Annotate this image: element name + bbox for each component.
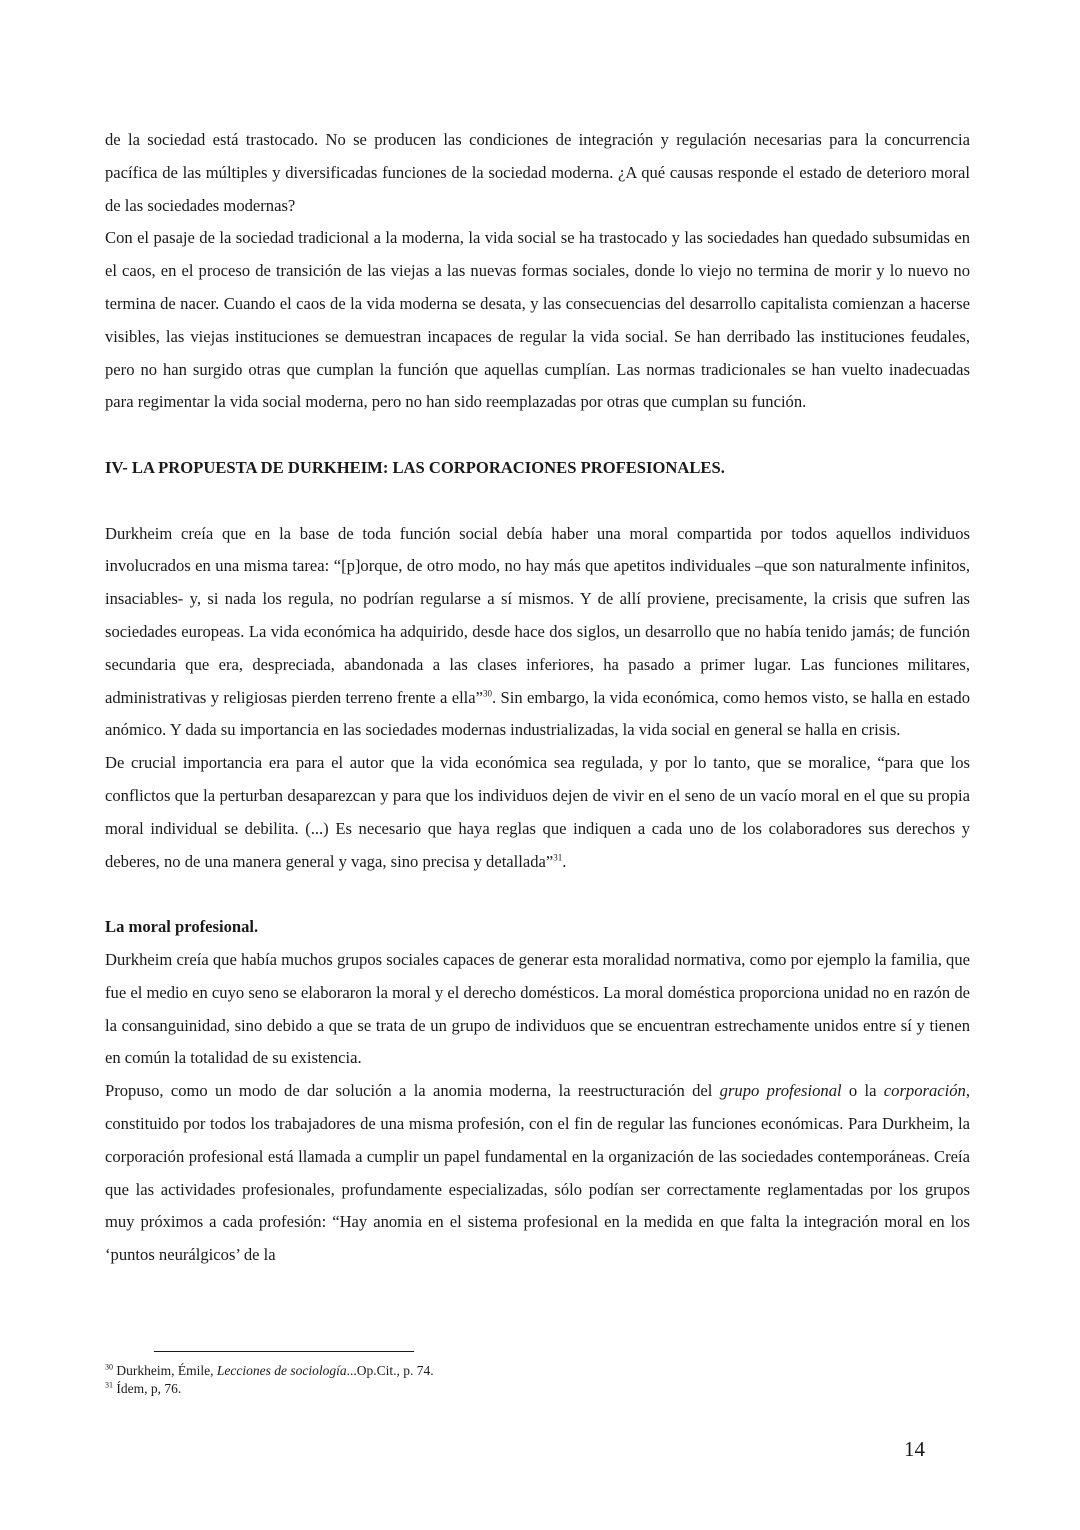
paragraph-6 — [105, 1075, 970, 1272]
emphasis-grupo-profesional: grupo profesional — [719, 1081, 842, 1101]
paragraph-3 — [105, 518, 970, 748]
paragraph-3-tail: . Sin embargo, la vida económica, como hemos visto, se halla en estado anómico. Y dada su importancia en las sociedades modernas industrializadas, la vida social en general se halla en crisis. — [105, 687, 970, 740]
paragraph-5: Durkheim creía que había muchos grupos sociales capaces de generar esta moralidad normativa, como por ejemplo la familia, que fue el medio en cuyo seno se elaboraron la moral y el derecho domésticos. La moral doméstica proporciona unidad no en razón de la consanguinidad, sino debido a que se trata de un grupo de individuos que se encuentran estrechamente unidos entre sí y tienen en común la totalidad de su existencia. — [105, 949, 970, 1068]
paragraph-6-part-a: Propuso, como un modo de dar solución a la anomia moderna, la reestructuración del — [105, 1081, 720, 1101]
footnote-31-text: Ídem, p, 76. — [113, 1380, 182, 1396]
footnote-30-tail: ...Op.Cit., p. 74. — [346, 1363, 434, 1378]
paragraph-4 — [105, 747, 970, 878]
footnote-ref-30: 30 — [483, 688, 493, 699]
page-number: 14 — [904, 1437, 925, 1461]
footnote-ref-31: 31 — [553, 852, 563, 862]
paragraph-2: Con el pasaje de la sociedad tradicional a la moderna, la vida social se ha trastocado y las sociedades han quedado subsumidas en el caos, en el proceso de transición de las viejas a las nuevas formas sociales, donde lo viejo no termina de morir y lo nuevo no termina de nacer. Cuando el caos de la vida moderna se desata, y las consecuencias del desarrollo capitalista comienzan a hacerse visibles, las viejas instituciones se demuestran incapaces de regular la vida social. Se han derribado las instituciones feudales, pero no han surgido otras que cumplan la función que aquellas cumplían. Las normas tradicionales se han vuelto inadecuadas para regimentar la vida social moderna, pero no han sido reemplazadas por otras que cumplan su función. — [105, 228, 970, 412]
footnote-31 — [105, 1380, 434, 1398]
paragraph-6-part-b: o la — [841, 1081, 884, 1101]
paragraph-6-part-c: , constituido por todos los trabajadores de una misma profesión, con el fin de regular las funciones económicas. Para Durkheim, la corporación profesional está llamada a cumplir un papel fundamental en la organización de las sociedades contemporáneas. Creía que las actividades profesionales, profundamente especializadas, sólo podían ser correctamente reglamentadas por los grupos muy próximos a cada profesión: “Hay anomia en el sistema profesional en la medida en que falta la integración moral en los ‘puntos neurálgicos’ de la — [105, 1081, 970, 1265]
page-body — [105, 124, 970, 1272]
subheading: La moral profesional. — [105, 917, 259, 937]
emphasis-corporacion: corporación — [883, 1081, 966, 1101]
footnote-30 — [105, 1362, 434, 1380]
section-heading: IV- LA PROPUESTA DE DURKHEIM: LAS CORPORACIONES PROFESIONALES. — [105, 457, 725, 477]
spacer — [105, 485, 970, 518]
paragraph-1: de la sociedad está trastocado. No se producen las condiciones de integración y regulación necesarias para la concurrencia pacífica de las múltiples y diversificadas funciones de la sociedad moderna. ¿A qué causas responde el estado de deterioro moral de las sociedades modernas? — [105, 130, 970, 215]
spacer — [105, 419, 970, 452]
footnote-31-number: 31 — [105, 1380, 113, 1389]
footnote-30-title: Lecciones de sociología — [216, 1363, 347, 1378]
footnote-30-text: Durkheim, Émile, — [113, 1363, 217, 1378]
footnote-30-number: 30 — [105, 1362, 113, 1372]
paragraph-4-tail: . — [562, 851, 567, 871]
footnotes — [105, 1362, 434, 1397]
paragraph-3-text: Durkheim creía que en la base de toda función social debía haber una moral compartida por todos aquellos individuos involucrados en una misma tarea: “[p]orque, de otro modo, no hay más que apetitos individuales –que son naturalmente infinitos, insaciables- y, si nada los regula, no podrían regularse a sí mismos. Y de allí proviene, precisamente, la crisis que sufren las sociedades europeas. La vida económica ha adquirido, desde hace dos siglos, un desarrollo que no había tenido jamás; de función secundaria que era, despreciada, abandonada a las clases inferiores, ha pasado a primer lugar. Las funciones militares, administrativas y religiosas pierden terreno frente a ella” — [105, 523, 970, 707]
spacer — [105, 878, 970, 911]
footnote-separator — [154, 1351, 414, 1352]
paragraph-4-text: De crucial importancia era para el autor que la vida económica sea regulada, y por lo tanto, que se moralice, “para que los conflictos que la perturban desaparezcan y para que los individuos dejen de vivir en el seno de un vacío moral en el que su propia moral individual se debilita. (...) Es necesario que haya reglas que indiquen a cada uno de los colaboradores sus derechos y deberes, no de una manera general y vaga, sino precisa y detallada” — [105, 753, 970, 871]
